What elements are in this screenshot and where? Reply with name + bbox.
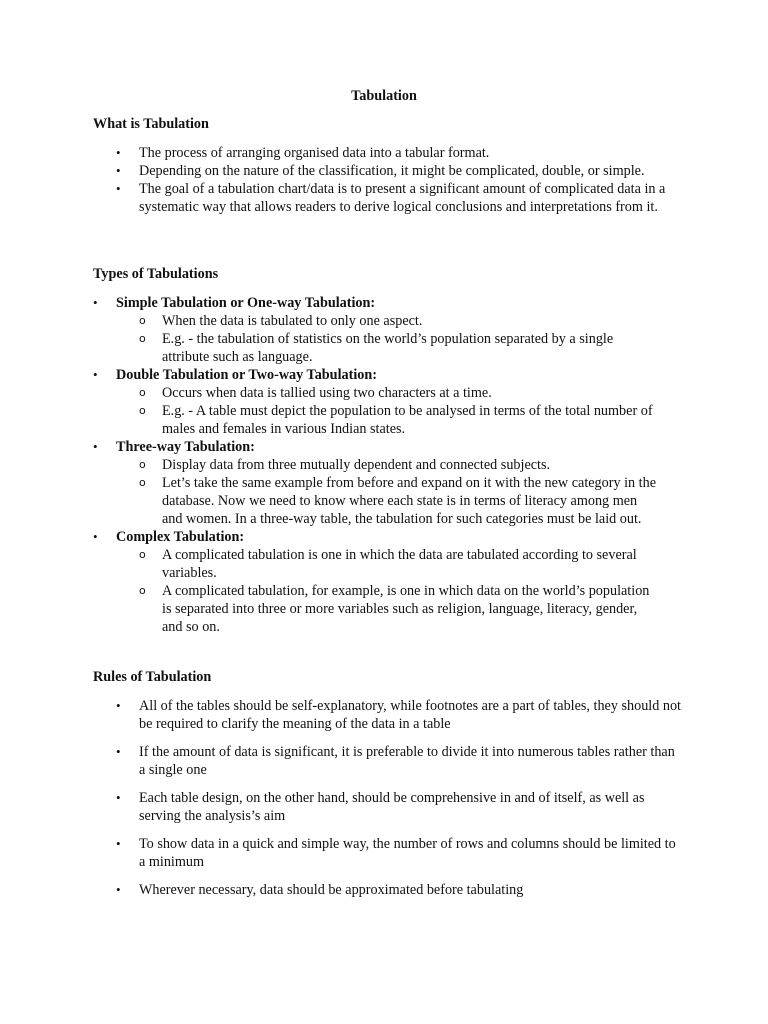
bullet-icon: •	[93, 367, 98, 382]
sub-item-text: Let’s take the same example from before and expand on it with the new category in the database. Now we need to know where each state is in terms of literacy among men and women. In a three-way table, the tabulation for such categories must be laid out.	[162, 475, 657, 527]
type-item-double	[93, 366, 661, 438]
sub-list-item	[116, 330, 661, 366]
sub-list-item	[116, 384, 661, 402]
bullet-icon: •	[116, 145, 121, 160]
what-is-list	[116, 144, 676, 216]
rule-text: To show data in a quick and simple way, the number of rows and columns should be limited to a minimum	[139, 836, 676, 870]
rule-text: Each table design, on the other hand, should be comprehensive in and of itself, as well as serving the analysis’s aim	[139, 790, 645, 824]
rule-item	[116, 697, 684, 733]
sub-list	[116, 384, 661, 438]
bullet-icon: •	[93, 529, 98, 544]
bullet-icon: •	[116, 698, 121, 713]
type-title: Simple Tabulation or One-way Tabulation:	[116, 295, 376, 311]
sub-list	[116, 456, 661, 528]
sub-list-item	[116, 582, 661, 636]
rule-text: Wherever necessary, data should be approximated before tabulating	[139, 882, 524, 898]
bullet-icon: •	[93, 295, 98, 310]
rules-list	[116, 697, 684, 909]
circle-bullet-icon: o	[139, 584, 146, 597]
sub-item-text: Occurs when data is tallied using two characters at a time.	[162, 385, 492, 401]
list-item	[116, 162, 676, 180]
rule-text: All of the tables should be self-explanatory, while footnotes are a part of tables, they should not be required to clarify the meaning of the data in a table	[139, 698, 681, 732]
rule-item	[116, 743, 684, 779]
rule-item	[116, 881, 684, 899]
sub-item-text: Display data from three mutually dependent and connected subjects.	[162, 457, 551, 473]
circle-bullet-icon: o	[139, 314, 146, 327]
sub-list-item	[116, 546, 661, 582]
section-heading-rules: Rules of Tabulation	[93, 669, 212, 685]
types-list	[93, 294, 661, 636]
sub-list	[116, 312, 661, 366]
section-heading-what-is: What is Tabulation	[93, 116, 209, 132]
bullet-icon: •	[116, 790, 121, 805]
section-heading-types: Types of Tabulations	[93, 266, 219, 282]
list-item-text: The goal of a tabulation chart/data is to present a significant amount of complicated data in a systematic way that allows readers to derive logical conclusions and interpretations from it.	[139, 181, 666, 215]
list-item	[116, 180, 676, 216]
circle-bullet-icon: o	[139, 476, 146, 489]
sub-item-text: A complicated tabulation, for example, is one in which data on the world’s population is separated into three or more variables such as religion, language, literacy, gender, and so on.	[162, 583, 650, 635]
list-item	[116, 144, 676, 162]
sub-list	[116, 546, 661, 636]
list-item-text: The process of arranging organised data into a tabular format.	[139, 145, 490, 161]
document-title: Tabulation	[351, 88, 417, 104]
circle-bullet-icon: o	[139, 386, 146, 399]
type-item-complex	[93, 528, 661, 636]
sub-item-text: When the data is tabulated to only one aspect.	[162, 313, 423, 329]
bullet-icon: •	[116, 181, 121, 196]
type-item-three-way	[93, 438, 661, 528]
bullet-icon: •	[116, 836, 121, 851]
type-title: Three-way Tabulation:	[116, 439, 255, 455]
type-title: Double Tabulation or Two-way Tabulation:	[116, 367, 377, 383]
sub-item-text: E.g. - the tabulation of statistics on the world’s population separated by a single attribute such as language.	[162, 331, 614, 365]
rule-item	[116, 789, 684, 825]
sub-list-item	[116, 456, 661, 474]
type-item-simple	[93, 294, 661, 366]
sub-list-item	[116, 402, 661, 438]
circle-bullet-icon: o	[139, 404, 146, 417]
circle-bullet-icon: o	[139, 458, 146, 471]
rule-text: If the amount of data is significant, it is preferable to divide it into numerous tables rather than a single one	[139, 744, 675, 778]
sub-list-item	[116, 474, 661, 528]
bullet-icon: •	[116, 163, 121, 178]
type-title: Complex Tabulation:	[116, 529, 245, 545]
bullet-icon: •	[116, 882, 121, 897]
sub-item-text: A complicated tabulation is one in which the data are tabulated according to several variables.	[162, 547, 637, 581]
sub-item-text: E.g. - A table must depict the population to be analysed in terms of the total number of males and females in various Indian states.	[162, 403, 653, 437]
circle-bullet-icon: o	[139, 332, 146, 345]
bullet-icon: •	[93, 439, 98, 454]
list-item-text: Depending on the nature of the classification, it might be complicated, double, or simple.	[139, 163, 645, 179]
bullet-icon: •	[116, 744, 121, 759]
circle-bullet-icon: o	[139, 548, 146, 561]
sub-list-item	[116, 312, 661, 330]
rule-item	[116, 835, 684, 871]
